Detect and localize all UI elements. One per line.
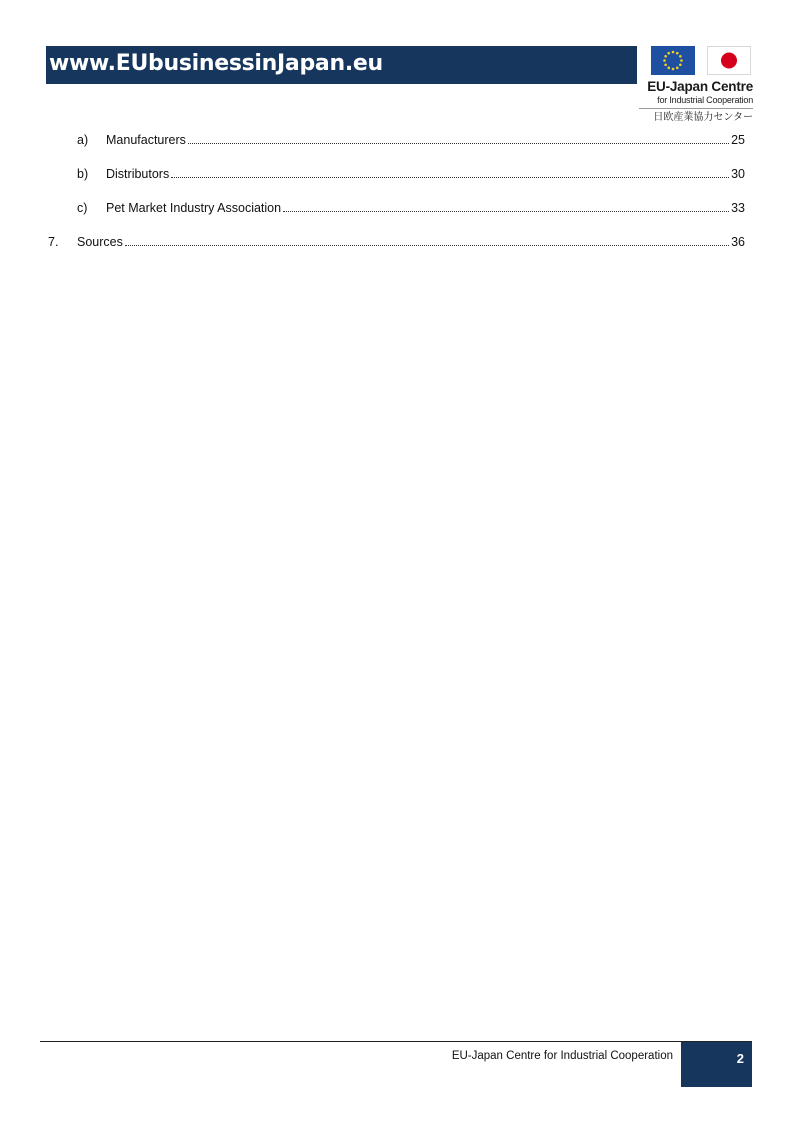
toc-entry-number: b) [77,167,89,181]
toc-entry-number: 7. [48,235,59,249]
toc-entry-title: Sources [77,235,123,249]
toc-entry-sources[interactable] [0,234,793,250]
toc-entry-line [106,132,745,148]
toc-dot-leader [188,143,729,144]
toc-entry-pet-market-industry-association[interactable] [0,200,793,216]
toc-dot-leader [171,177,729,178]
toc-entry-page: 33 [731,201,745,215]
logo-japanese-name: 日欧産業協力センター [653,112,753,123]
toc-entry-title: Distributors [106,167,170,181]
page-number: 2 [736,1051,744,1066]
toc-entry-line [106,200,745,216]
footer-divider [40,1041,752,1042]
toc-entry-title: Manufacturers [106,133,186,147]
footer-organization: EU-Japan Centre for Industrial Cooperation [451,1050,673,1062]
toc-entry-line [106,166,745,182]
toc-entry-number: c) [77,201,88,215]
toc-entry-distributors[interactable] [0,166,793,182]
toc-entry-page: 30 [731,167,745,181]
logo-title: EU-Japan Centre [647,79,753,94]
toc-dot-leader [283,211,729,212]
toc-entry-page: 36 [731,235,745,249]
logo-subtitle: for Industrial Cooperation [657,95,753,105]
toc-entry-page: 25 [731,133,745,147]
toc-entry-number: a) [77,133,89,147]
footer-page-box [681,1042,752,1087]
toc-entry-line [77,234,745,250]
toc-entry-title: Pet Market Industry Association [106,201,282,215]
site-url: www.EUbusinessinJapan.eu [49,51,383,76]
toc-entry-manufacturers[interactable] [0,132,793,148]
toc-dot-leader [125,245,729,246]
table-of-contents [0,0,793,260]
